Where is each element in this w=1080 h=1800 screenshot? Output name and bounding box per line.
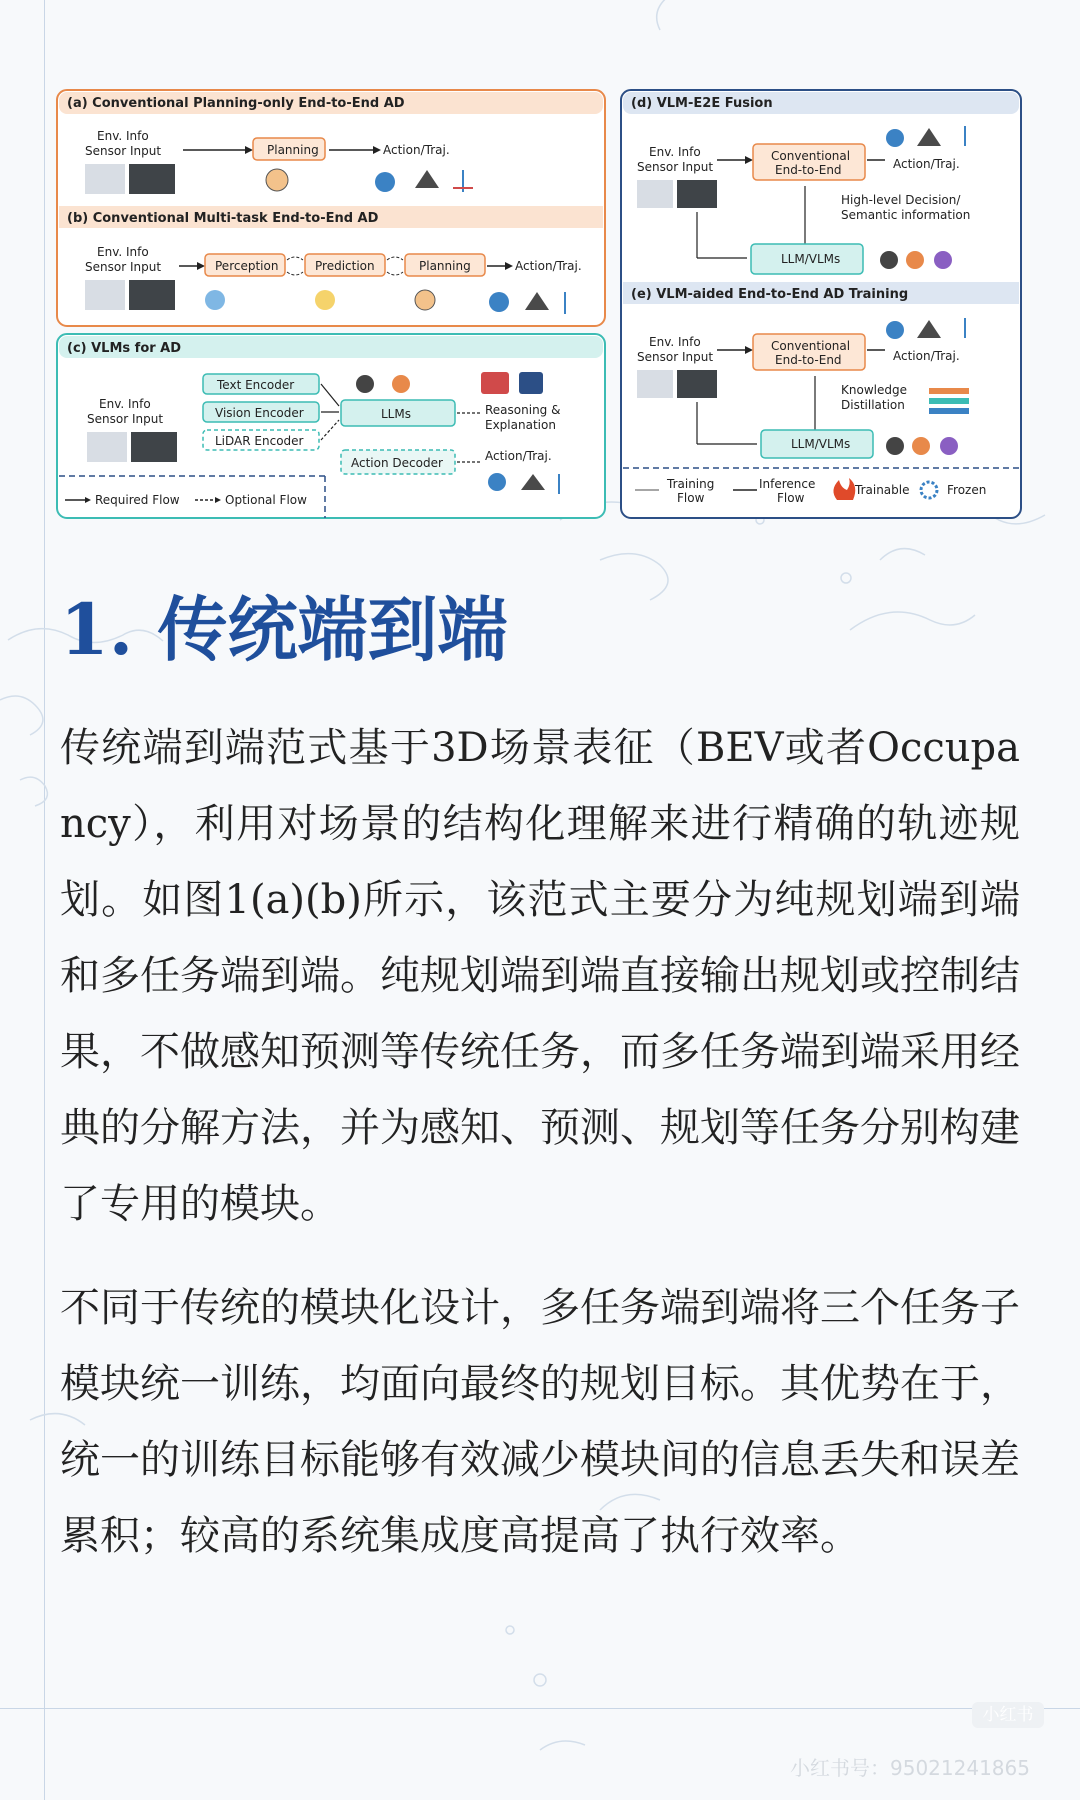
panel-d-llm-vlms: LLM/VLMs (781, 252, 841, 266)
panel-d-sensor-input: Sensor Input (637, 160, 714, 174)
panel-e-conventional: Conventional (771, 339, 851, 353)
panel-e-llm-vlms: LLM/VLMs (791, 437, 851, 451)
panel-e-title: (e) VLM-aided End-to-End AD Training (631, 287, 909, 302)
panel-a-planning: Planning (267, 143, 319, 157)
panel-e-distillation: Distillation (841, 398, 905, 412)
legend-optional-flow: Optional Flow (225, 493, 307, 507)
panel-a-env-info: Env. Info (97, 129, 149, 143)
paragraph-2: 不同于传统的模块化设计，多任务端到端将三个任务子模块统一训练，均面向最终的规划目标。其优势在于，统一的训练目标能够有效减少模块间的信息丢失和误差累积；较高的系统集成度高提高了执行效率。 (60, 1285, 1020, 1559)
panel-c-reasoning: Reasoning & (485, 403, 561, 417)
panel-e-end-to-end: End-to-End (775, 353, 842, 367)
panel-b-planning: Planning (419, 259, 471, 273)
panel-b-sensor-input: Sensor Input (85, 260, 162, 274)
panel-b-action: Action/Traj. (515, 259, 582, 273)
legend-inference-flow: Flow (777, 491, 805, 505)
panel-c-env-info: Env. Info (99, 397, 151, 411)
panel-c-text-encoder: Text Encoder (217, 378, 295, 392)
paragraph-1: 传统端到端范式基于3D场景表征（BEV或者Occupancy），利用对场景的结构化理解来进行精确的轨迹规划。如图1(a)(b)所示，该范式主要分为纯规划端到端和多任务端到端。纯规划端到端直接输出规划或控制结果，不做感知预测等传统任务，而多任务端到端采用经典的分解方法，并为感知、预测、规划等任务分别构建了专用的模块。 (60, 725, 1020, 1227)
legend-training-flow: Flow (677, 491, 705, 505)
panel-d-action: Action/Traj. (893, 157, 960, 171)
legend-training: Training (667, 477, 715, 491)
panel-e-action: Action/Traj. (893, 349, 960, 363)
panel-b-perception: Perception (215, 259, 279, 273)
panel-e-knowledge: Knowledge (841, 383, 907, 397)
panel-c-lidar-encoder: LiDAR Encoder (215, 434, 304, 448)
panel-c-title: (c) VLMs for AD (67, 341, 182, 356)
legend-inference: Inference (759, 477, 816, 491)
panel-c-action: Action/Traj. (485, 449, 552, 463)
section-heading: 1. 传统端到端 (60, 588, 508, 671)
panel-c-action-decoder: Action Decoder (351, 456, 443, 470)
panel-c-explanation: Explanation (485, 418, 556, 432)
panel-d-semantic: Semantic information (841, 208, 971, 222)
panel-e-sensor-input: Sensor Input (637, 350, 714, 364)
legend-trainable: Trainable (855, 483, 910, 497)
watermark-id: 小红书号：95021241865 (790, 1756, 1030, 1780)
panel-a-sensor-input: Sensor Input (85, 144, 162, 158)
panel-b-title: (b) Conventional Multi-task End-to-End AD (67, 211, 379, 226)
panel-c-sensor-input: Sensor Input (87, 412, 164, 426)
panel-a-action: Action/Traj. (383, 143, 450, 157)
panel-c-vision-encoder: Vision Encoder (215, 406, 304, 420)
panel-d-title: (d) VLM-E2E Fusion (631, 96, 773, 111)
architecture-figure (55, 88, 1025, 520)
legend-frozen: Frozen (947, 483, 987, 497)
watermark-logo: 小红书 (972, 1702, 1044, 1728)
panel-d-conventional: Conventional (771, 149, 851, 163)
panel-e-env-info: Env. Info (649, 335, 701, 349)
panel-d-decision: High-level Decision/ (841, 193, 961, 207)
legend-required-flow: Required Flow (95, 493, 180, 507)
panel-d-end-to-end: End-to-End (775, 163, 842, 177)
panel-b-env-info: Env. Info (97, 245, 149, 259)
panel-c-llms: LLMs (381, 407, 411, 421)
panel-a-title: (a) Conventional Planning-only End-to-End AD (67, 96, 405, 111)
panel-b-prediction: Prediction (315, 259, 375, 273)
panel-d-env-info: Env. Info (649, 145, 701, 159)
